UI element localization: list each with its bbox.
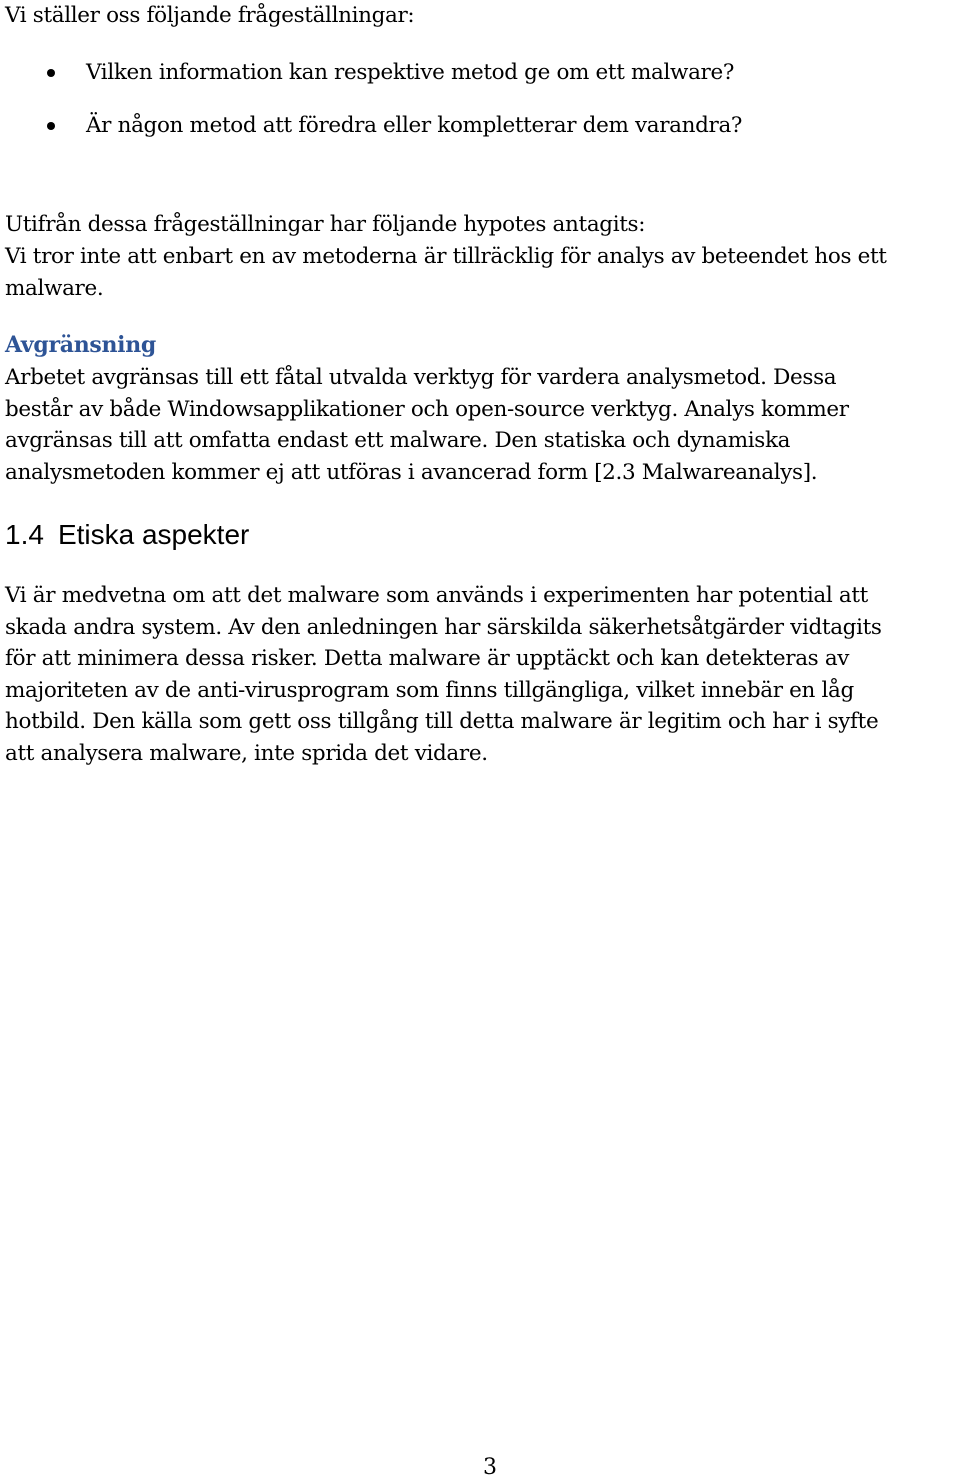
section-number: 1.4 (5, 519, 44, 550)
paragraph-line: skada andra system. Av den anledningen har särskilda säkerhetsåtgärder vidtagits (5, 614, 882, 640)
intro-text: Vi ställer oss följande frågeställningar: (5, 3, 415, 28)
paragraph-line: att analysera malware, inte sprida det vidare. (5, 740, 488, 766)
scope-paragraph (5, 362, 849, 488)
hypothesis-paragraph (5, 209, 887, 305)
paragraph-line: består av både Windowsapplikationer och open-source verktyg. Analys kommer (5, 396, 849, 422)
ethics-paragraph (5, 580, 882, 770)
paragraph-line: Vi tror inte att enbart en av metoderna är tillräcklig för analys av beteendet hos ett (5, 244, 887, 269)
question-text: Vilken information kan respektive metod ge om ett malware? (86, 60, 735, 85)
paragraph-line: malware. (5, 276, 104, 301)
paragraph-line: Utifrån dessa frågeställningar har följande hypotes antagits: (5, 212, 646, 237)
bullet-icon (47, 122, 55, 130)
paragraph-line: avgränsas till att omfatta endast ett malware. Den statiska och dynamiska (5, 428, 791, 454)
paragraph-line: för att minimera dessa risker. Detta malware är upptäckt och kan detekteras av (5, 646, 850, 672)
paragraph-line: Vi är medvetna om att det malware som används i experimenten har potential att (5, 583, 868, 608)
paragraph-line: analysmetoden kommer ej att utföras i avancerad form [2.3 Malwareanalys]. (5, 459, 818, 485)
bullet-icon (47, 69, 55, 77)
paragraph-line: majoriteten av de anti-virusprogram som finns tillgängliga, vilket innebär en låg (5, 677, 854, 703)
paragraph-line: hotbild. Den källa som gett oss tillgång till detta malware är legitim och har i syfte (5, 709, 879, 735)
scope-heading: Avgränsning (5, 332, 157, 358)
paragraph-line: Arbetet avgränsas till ett fåtal utvalda verktyg för vardera analysmetod. Dessa (5, 365, 837, 390)
section-title: Etiska aspekter (57, 519, 250, 550)
page-number: 3 (483, 1455, 497, 1480)
ethics-heading (5, 517, 249, 553)
question-text: Är någon metod att föredra eller kompletterar dem varandra? (86, 113, 743, 138)
